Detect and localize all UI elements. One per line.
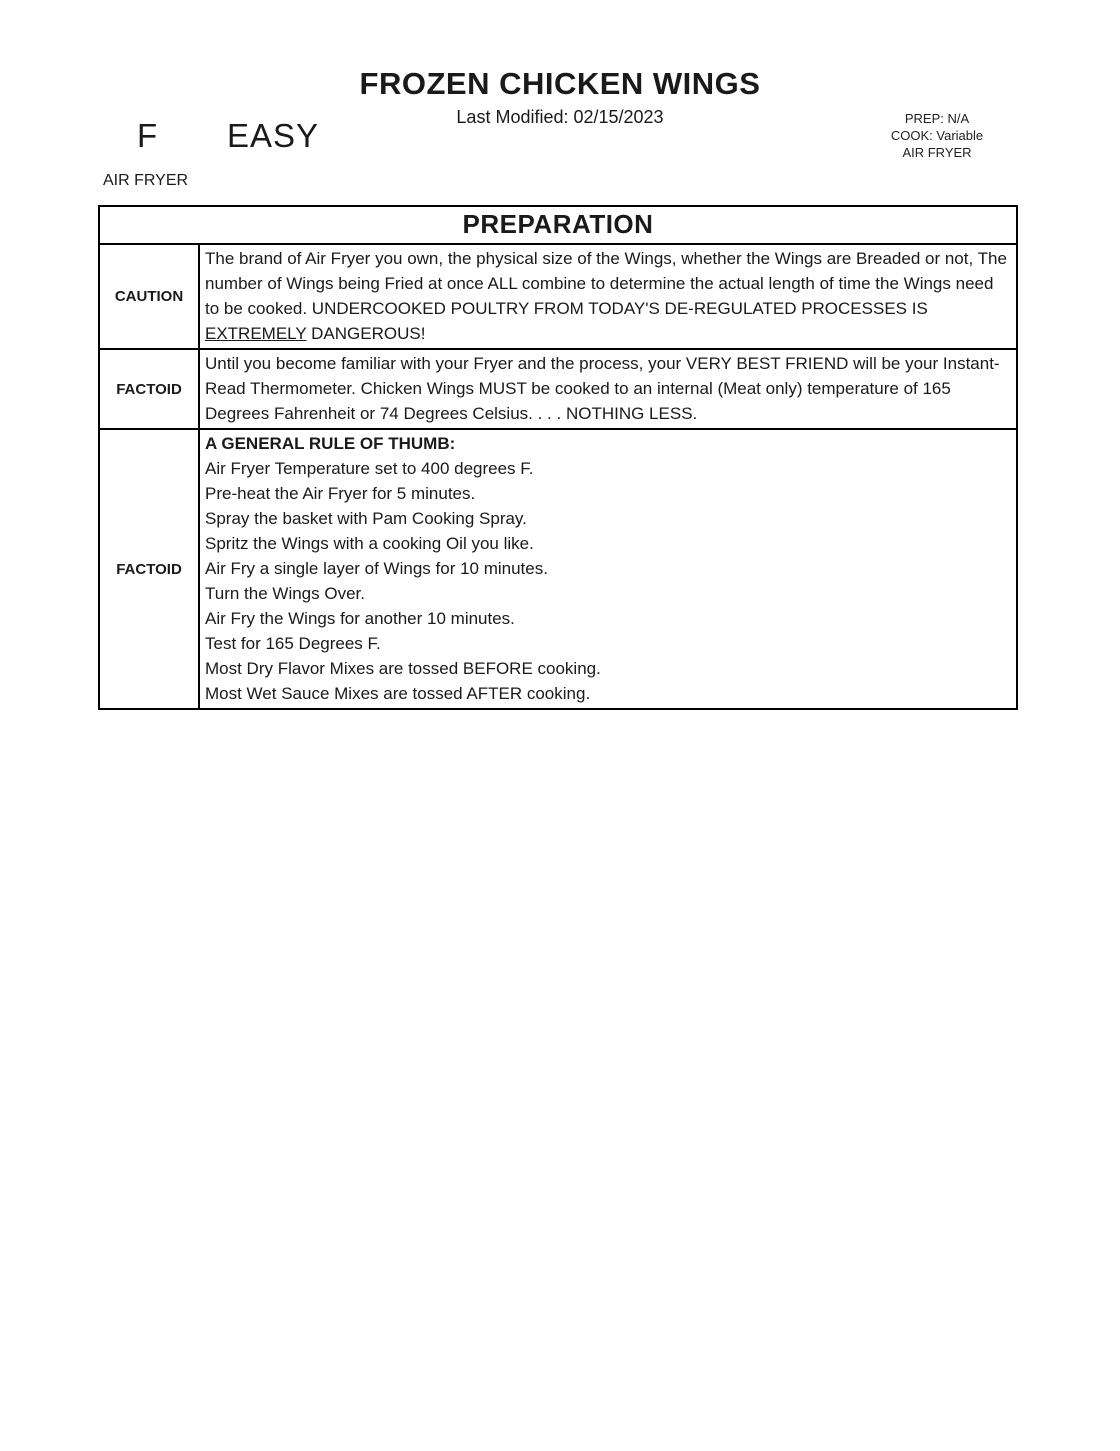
row-label-factoid-1: FACTOID xyxy=(99,349,199,429)
caution-text-before: The brand of Air Fryer you own, the physical size of the Wings, whether the Wings are Breaded or not, The number of Wings being Fried at once ALL combine to determine the actual length of time the Wings need to be cooked. UNDERCOOKED POULTRY FROM TODAY'S DE-REGULATED PROCESSES IS xyxy=(205,249,1007,318)
rule-line: Spray the basket with Pam Cooking Spray. xyxy=(205,509,527,528)
method-info: AIR FRYER xyxy=(902,145,972,160)
rule-line: Test for 165 Degrees F. xyxy=(205,634,381,653)
page-title: FROZEN CHICKEN WINGS xyxy=(359,66,761,101)
rule-line: Spritz the Wings with a cooking Oil you like. xyxy=(205,534,534,553)
difficulty-label: EASY xyxy=(227,117,320,154)
caution-text-underlined: EXTREMELY xyxy=(205,324,307,343)
caution-text-after: DANGEROUS! xyxy=(306,324,426,343)
meta-block xyxy=(812,110,1062,161)
caution-text xyxy=(199,244,1017,349)
last-modified: Last Modified: 02/15/2023 xyxy=(456,107,664,127)
table-row xyxy=(99,244,1017,349)
rule-line: Pre-heat the Air Fryer for 5 minutes. xyxy=(205,484,476,503)
table-row xyxy=(99,349,1017,429)
row-label-factoid-2: FACTOID xyxy=(99,429,199,709)
table-header: PREPARATION xyxy=(99,206,1017,244)
cook-info: COOK: Variable xyxy=(890,128,984,143)
rule-line: Most Dry Flavor Mixes are tossed BEFORE cooking. xyxy=(205,659,601,678)
table-header-row xyxy=(99,206,1017,244)
factoid-2-text xyxy=(199,429,1017,709)
prep-info: PREP: N/A xyxy=(904,111,970,126)
category-label: AIR FRYER xyxy=(103,172,189,189)
rule-of-thumb-heading: A GENERAL RULE OF THUMB: xyxy=(205,434,456,453)
grade-letter: F xyxy=(137,117,158,154)
rule-line: Most Wet Sauce Mixes are tossed AFTER cooking. xyxy=(205,684,591,703)
rule-line: Turn the Wings Over. xyxy=(205,584,365,603)
rule-line: Air Fry the Wings for another 10 minutes. xyxy=(205,609,515,628)
table-row xyxy=(99,429,1017,709)
factoid-1-text: Until you become familiar with your Fryer and the process, your VERY BEST FRIEND will be your Instant-Read Thermometer. Chicken Wings MUST be cooked to an internal (Meat only) temperature of 165 Degrees Fahrenheit or 74 Degrees Celsius. . . . NOTHING LESS. xyxy=(199,349,1017,429)
rule-line: Air Fryer Temperature set to 400 degrees F. xyxy=(205,459,534,478)
row-label-caution: CAUTION xyxy=(99,244,199,349)
rule-line: Air Fry a single layer of Wings for 10 minutes. xyxy=(205,559,548,578)
preparation-table xyxy=(98,205,1018,710)
